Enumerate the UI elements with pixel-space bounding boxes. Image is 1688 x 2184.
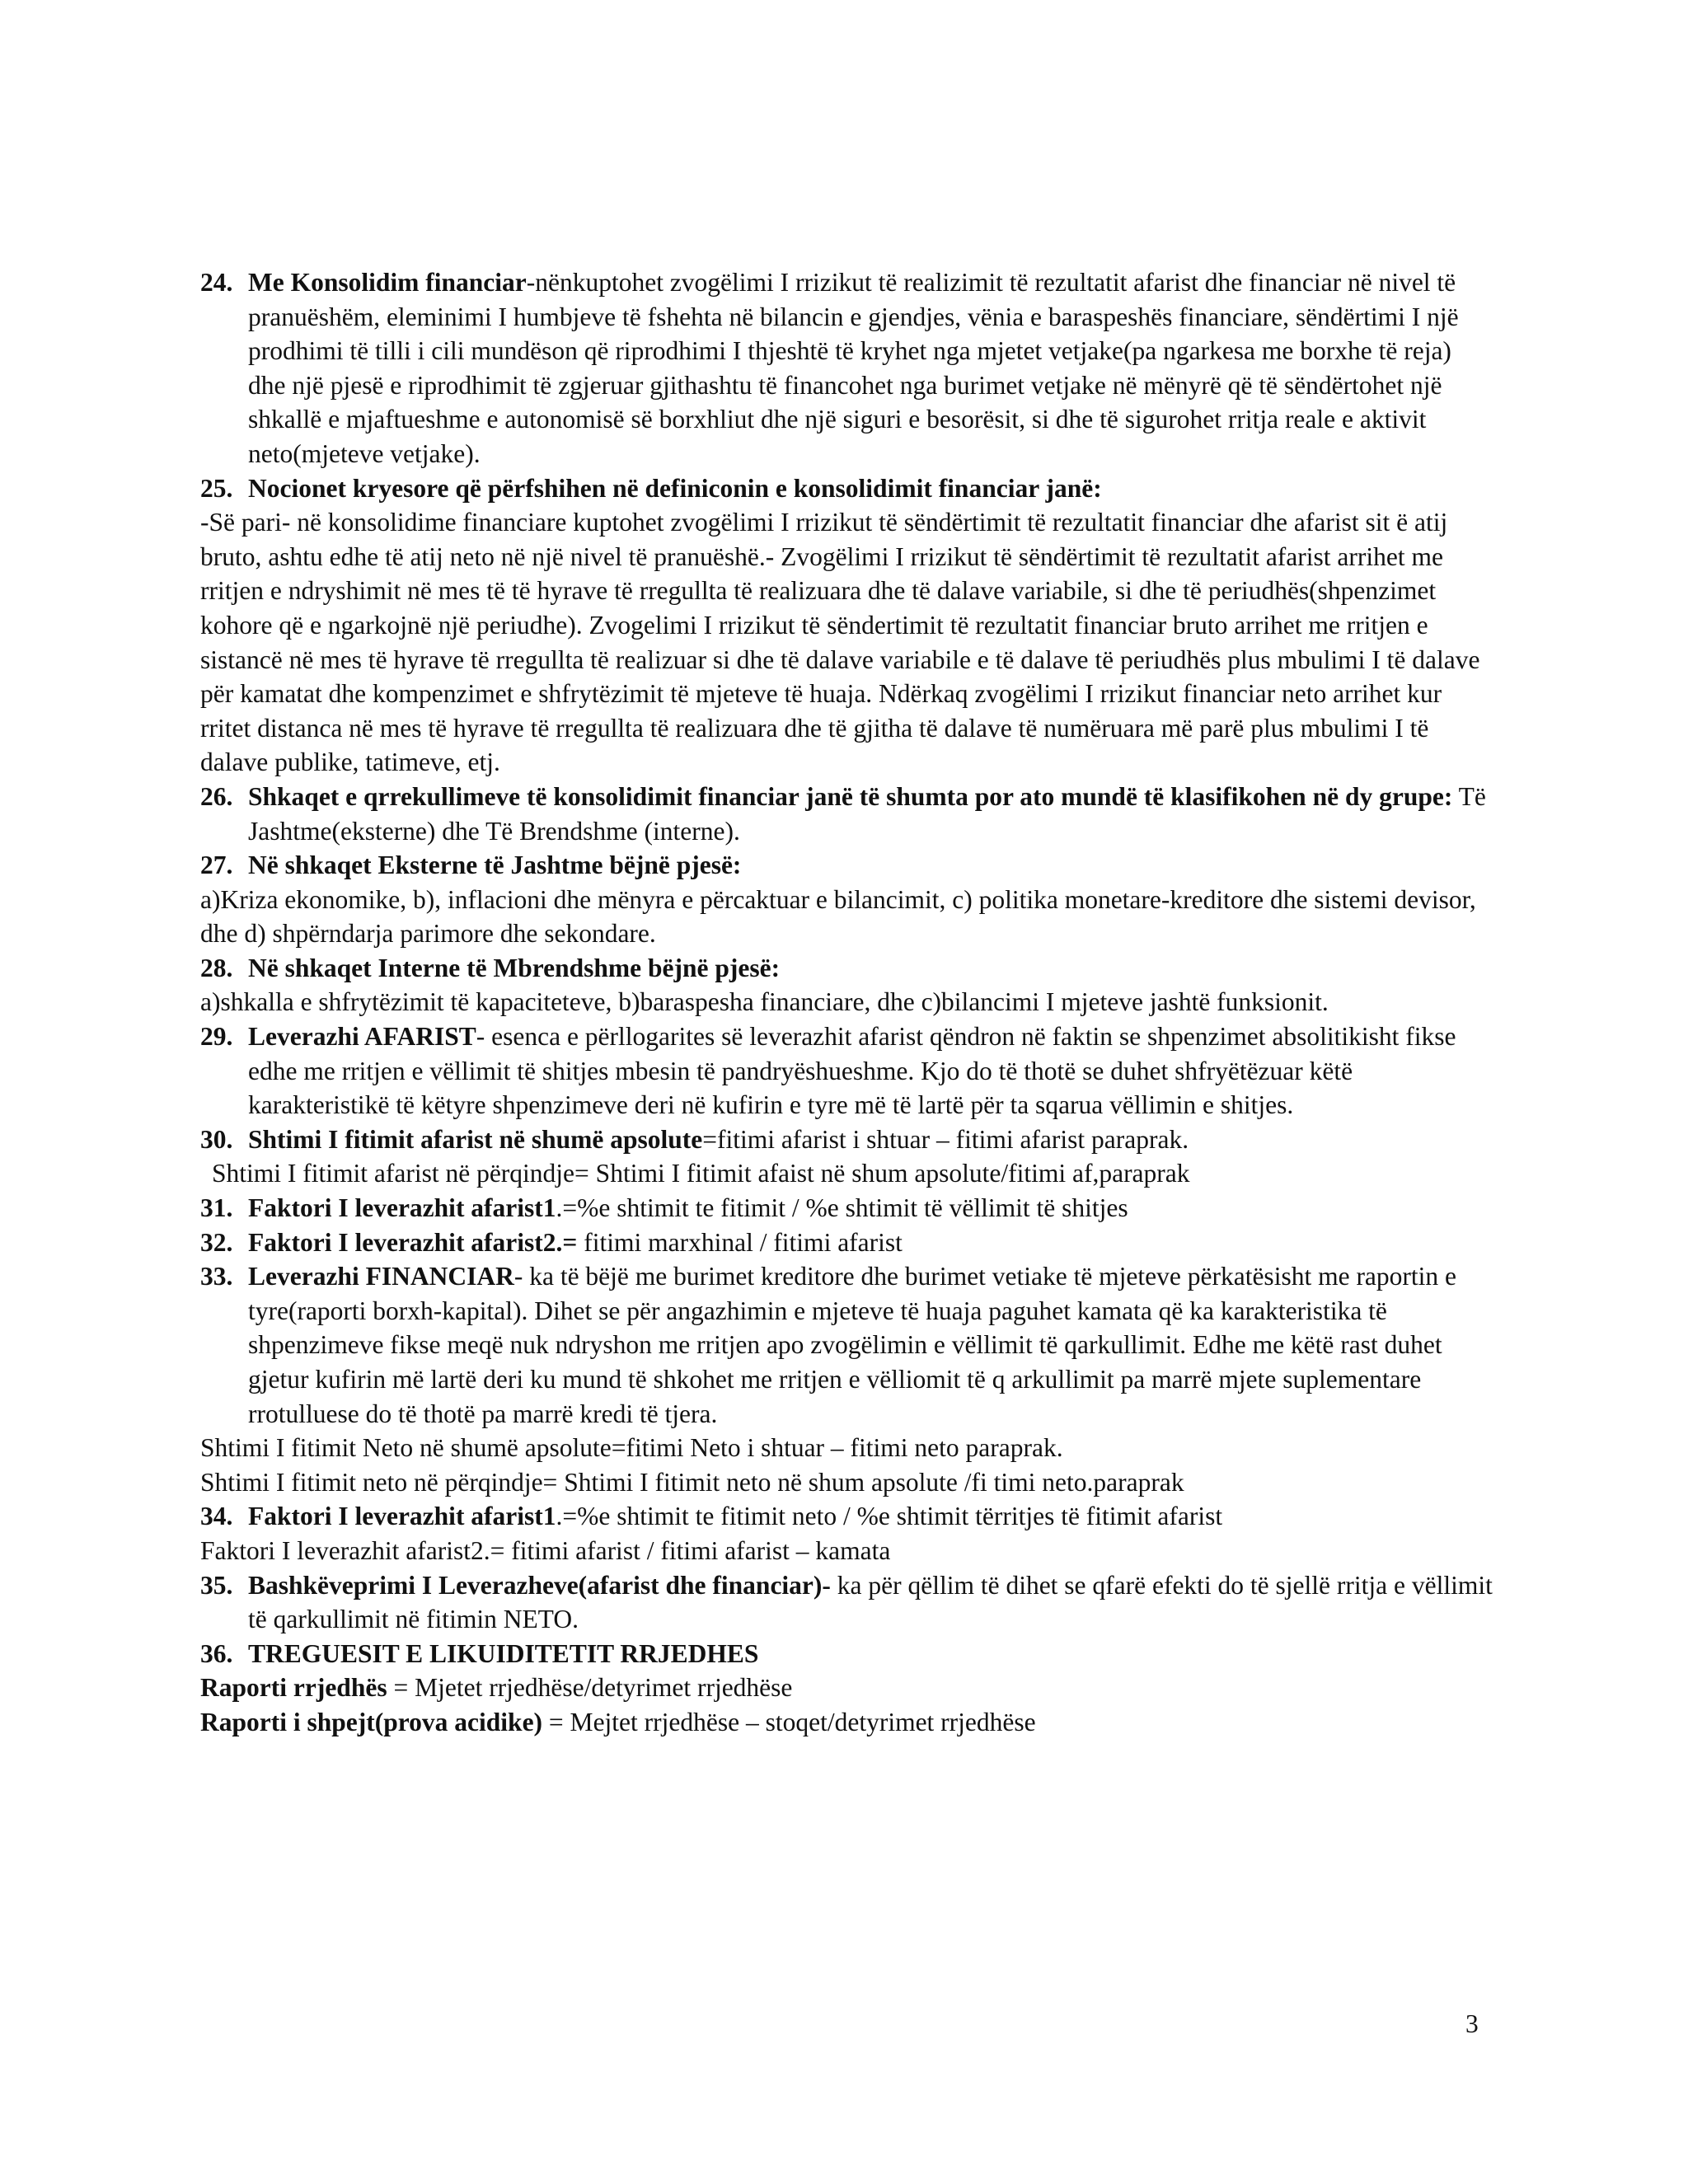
item-28 <box>200 951 1494 986</box>
item-number: 29. <box>200 1022 233 1052</box>
ratio-formula: = Mejtet rrjedhëse – stoqet/detyrimet rrjedhëse <box>542 1707 1036 1736</box>
ratio-formula: = Mjetet rrjedhëse/detyrimet rrjedhëse <box>387 1673 793 1703</box>
item-number: 35. <box>200 1570 233 1600</box>
item-heading: Nocionet kryesore që përfshihen në definiconin e konsolidimit financiar janë: <box>248 473 1102 503</box>
item-text: fitimi marxhinal / fitimi afarist <box>577 1227 903 1257</box>
item-heading: Në shkaqet Eksterne të Jashtme bëjnë pjesë: <box>248 851 742 880</box>
item-number: 25. <box>200 473 233 503</box>
item-text: -nënkuptohet zvogëlimi I rrizikut të realizimit të rezultatit afarist dhe financiar në nivel të pranuëshëm, eleminimi I humbjeve të fshehta në bilancin e gjendjes, vënia e baraspeshës financiare, sëndërtimi I një prodhimi të tilli i cili mundëson që riprodhimi I thjeshtë të kryhet nga mjetet vetjake(pa ngarkesa me borxhe të reja) dhe një pjesë e riprodhimit të zgjeruar gjithashtu të financohet nga burimet vetjake në mënyrë që të sëndërtohet një shkallë e mjaftueshme e autonomisë së borxhliut dhe një siguri e besorësit, si dhe të sigurohet rritja reale e aktivit neto(mjeteve vetjake). <box>248 268 1459 468</box>
item-32 <box>200 1226 1494 1260</box>
page-content <box>200 265 1494 1740</box>
item-heading: Bashkëveprimi I Leverazheve(afarist dhe financiar)- <box>248 1570 831 1600</box>
item-34 <box>200 1499 1494 1534</box>
ratio-label: Raporti rrjedhës <box>200 1673 387 1703</box>
item-33 <box>200 1259 1494 1431</box>
item-heading: Leverazhi AFARIST <box>248 1022 476 1052</box>
paragraph-33-line-2: Shtimi I fitimit neto në përqindje= Shtimi I fitimit neto në shum apsolute /fi timi neto.paraprak <box>200 1467 1184 1497</box>
item-number: 27. <box>200 851 233 880</box>
item-number: 28. <box>200 953 233 982</box>
ratio-label: Raporti i shpejt(prova acidike) <box>200 1707 543 1736</box>
item-30 <box>200 1122 1494 1157</box>
ratio-current <box>200 1671 1494 1705</box>
paragraph-33-line-1: Shtimi I fitimit Neto në shumë apsolute=fitimi Neto i shtuar – fitimi neto paraprak. <box>200 1433 1063 1463</box>
item-26 <box>200 780 1494 848</box>
paragraph-30-body: Shtimi I fitimit afarist në përqindje= Shtimi I fitimit afaist në shum apsolute/fitimi af,paraprak <box>212 1159 1190 1188</box>
item-31 <box>200 1191 1494 1226</box>
item-heading: Faktori I leverazhit afarist2.= <box>248 1227 578 1257</box>
item-number: 24. <box>200 268 233 297</box>
item-heading: Faktori I leverazhit afarist1 <box>248 1502 556 1531</box>
item-text: - esenca e përllogarites së leverazhit afarist qëndron në faktin se shpenzimet absolitikisht fikse edhe me rritjen e vëllimit të shitjes mbesin të pandryëshueshme. Kjo do të thotë se duhet shfryëtëzuar këtë karakteristikë të këtyre shpenzimeve deri në kufirin e tyre më të lartë për ta sqarua vëllimin e shitjes. <box>248 1022 1456 1120</box>
item-heading: Në shkaqet Interne të Mbrendshme bëjnë pjesë: <box>248 953 781 982</box>
item-text: .=%e shtimit te fitimit neto / %e shtimit tërritjes të fitimit afarist <box>556 1502 1223 1531</box>
item-text: Të Jashtme(eksterne) dhe Të Brendshme (interne). <box>248 781 1486 846</box>
item-heading: Shkaqet e qrrekullimeve të konsolidimit financiar janë të shumta por ato mundë të klasifikohen në dy grupe: <box>248 781 1453 811</box>
item-heading: Leverazhi FINANCIAR <box>248 1262 514 1291</box>
page-number: 3 <box>1465 2009 1479 2038</box>
item-25 <box>200 471 1494 506</box>
item-35 <box>200 1568 1494 1637</box>
paragraph-27-body: a)Kriza ekonomike, b), inflacioni dhe mënyra e përcaktuar e bilancimit, c) politika monetare-kreditore dhe sistemi devisor, dhe d) shpërndarja parimore dhe sekondare. <box>200 884 1476 949</box>
item-text: ka për qëllim të dihet se qfarë efekti do të sjellë rritja e vëllimit të qarkullimit në fitimin NETO. <box>248 1570 1493 1634</box>
item-24 <box>200 265 1494 471</box>
ratio-quick <box>200 1705 1494 1740</box>
item-number: 33. <box>200 1262 233 1291</box>
item-number: 32. <box>200 1227 233 1257</box>
item-number: 36. <box>200 1638 233 1668</box>
paragraph-25-body: -Së pari- në konsolidime financiare kuptohet zvogëlimi I rrizikut të sëndërtimit të rezultatit financiar dhe afarist sit ë atij bruto, ashtu edhe të atij neto në një nivel të pranuëshë.- Zvogëlimi I rrizikut të sëndërtimit të rezultatit afarist arrihet me rritjen e ndryshimit në mes të të hyrave të rregullta të realizuara dhe të dalave variabile, si dhe të periudhës(shpenzimet kohore që e ngarkojnë një periudhe). Zvogelimi I rrizikut të sëndertimit të rezultatit financiar bruto arrihet me rritjen e sistancë në mes të hyrave të rregullta të realizuar si dhe të dalave variabile e të dalave të periudhës plus mbulimi I të dalave për kamatat dhe kompenzimet e shfrytëzimit të mjeteve të huaja. Ndërkaq zvogëlimi I rrizikut financiar neto arrihet kur rritet distanca në mes të hyrave të rregullta të realizuara dhe të gjitha të dalave të numëruara më parë plus mbulimi I të dalave publike, tatimeve, etj. <box>200 508 1480 777</box>
item-number: 31. <box>200 1193 233 1223</box>
item-text: - ka të bëjë me burimet kreditore dhe burimet vetiake të mjeteve përkatësisht me raportin e tyre(raporti borxh-kapital). Dihet se për angazhimin e mjeteve të huaja paguhet kamata që ka karakteristika të shpenzimeve fikse meqë nuk ndryshon me rritjen apo zvogëlimin e vëllimit të qarkullimit. Edhe me këtë rast duhet gjetur kufirin më lartë deri ku mund të shkohet me rritjen e vëlliomit të q arkullimit pa marrë mjete suplementare rrotulluese do të thotë pa marrë kredi të tjera. <box>248 1262 1457 1428</box>
item-heading: Me Konsolidim financiar <box>248 268 527 297</box>
item-heading: TREGUESIT E LIKUIDITETIT RRJEDHES <box>248 1638 759 1668</box>
item-number: 34. <box>200 1502 233 1531</box>
item-heading: Faktori I leverazhit afarist1 <box>248 1193 556 1223</box>
paragraph-34-line: Faktori I leverazhit afarist2.= fitimi afarist / fitimi afarist – kamata <box>200 1535 891 1565</box>
item-heading: Shtimi I fitimit afarist në shumë apsolute <box>248 1124 703 1154</box>
item-27 <box>200 848 1494 883</box>
item-36 <box>200 1637 1494 1671</box>
item-number: 26. <box>200 781 233 811</box>
item-number: 30. <box>200 1124 233 1154</box>
item-text: =fitimi afarist i shtuar – fitimi afarist paraprak. <box>702 1124 1189 1154</box>
paragraph-28-body: a)shkalla e shfrytëzimit të kapaciteteve, b)baraspesha financiare, dhe c)bilancimi I mjeteve jashtë funksionit. <box>200 987 1329 1017</box>
item-29 <box>200 1019 1494 1122</box>
item-text: .=%e shtimit te fitimit / %e shtimit të vëllimit të shitjes <box>556 1193 1128 1223</box>
